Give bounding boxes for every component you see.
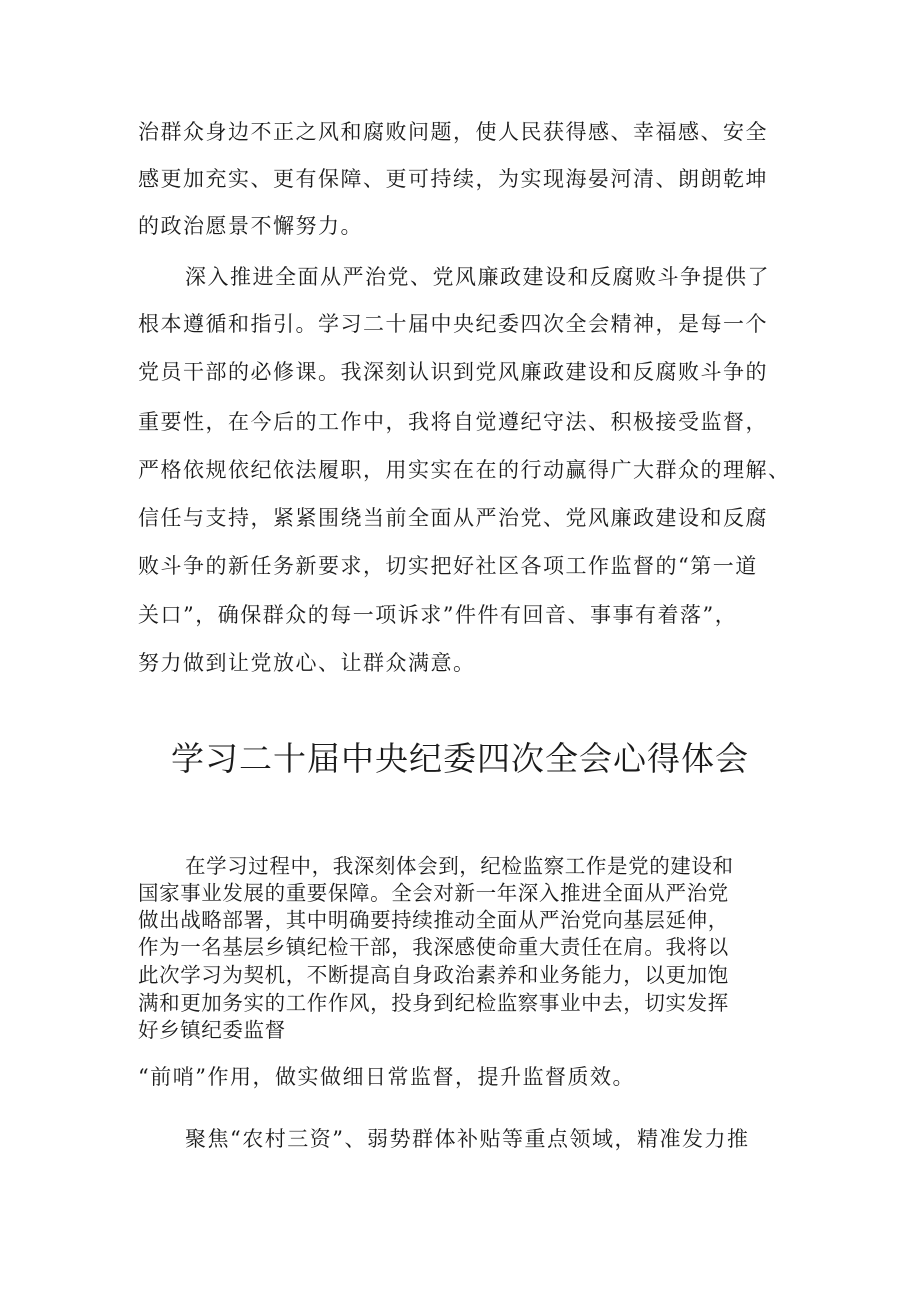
paragraph-line: 努力做到让党放心、让群众满意。 [138, 651, 476, 675]
paragraph-line: 聚焦“农村三资”、弱势群体补贴等重点领域，精准发力推 [185, 1127, 750, 1151]
paragraph-line: 治群众身边不正之风和腐败问题，使人民获得感、幸福感、安全 [138, 120, 768, 144]
paragraph-line: 重要性，在今后的工作中，我将自觉遵纪守法、积极接受监督， [138, 410, 768, 434]
document-title: 学习二十届中央纪委四次全会心得体会 [171, 739, 749, 778]
paragraph-line: 此次学习为契机，不断提高自身政治素养和业务能力，以更加饱 [138, 963, 729, 987]
paragraph-line: 满和更加务实的工作作风，投身到纪检监察事业中去，切实发挥 [138, 991, 729, 1015]
paragraph-line: 信任与支持，紧紧围绕当前全面从严治党、党风廉政建设和反腐 [138, 506, 768, 530]
paragraph-line: 党员干部的必修课。我深刻认识到党风廉政建设和反腐败斗争的 [138, 360, 768, 384]
paragraph-line: 严格依规依纪依法履职，用实实在在的行动赢得广大群众的理解、 [138, 458, 791, 482]
paragraph-line: 做出战略部署，其中明确要持续推动全面从严治党向基层延伸， [138, 908, 729, 932]
paragraph-line: 深入推进全面从严治党、党风廉政建设和反腐败斗争提供了 [185, 265, 770, 289]
paragraph-line: 败斗争的新任务新要求，切实把好社区各项工作监督的“第一道 [138, 554, 758, 578]
paragraph-line: 感更加充实、更有保障、更可持续，为实现海晏河清、朗朗乾坤 [138, 167, 768, 191]
paragraph-line: “前哨”作用，做实做细日常监督，提升监督质效。 [138, 1065, 635, 1089]
paragraph-line: 的政治愿景不懈努力。 [138, 214, 363, 238]
paragraph-line: 在学习过程中，我深刻体会到，纪检监察工作是党的建设和 [185, 854, 734, 878]
paragraph-line: 作为一名基层乡镇纪检干部，我深感使命重大责任在肩。我将以 [138, 935, 729, 959]
paragraph-line: 国家事业发展的重要保障。全会对新一年深入推进全面从严治党 [138, 881, 729, 905]
paragraph-line: 关口”，确保群众的每一项诉求”件件有回音、事事有着落”， [138, 603, 738, 627]
paragraph-line: 根本遵循和指引。学习二十届中央纪委四次全会精神，是每一个 [138, 312, 768, 336]
paragraph-line: 好乡镇纪委监督 [138, 1018, 286, 1042]
